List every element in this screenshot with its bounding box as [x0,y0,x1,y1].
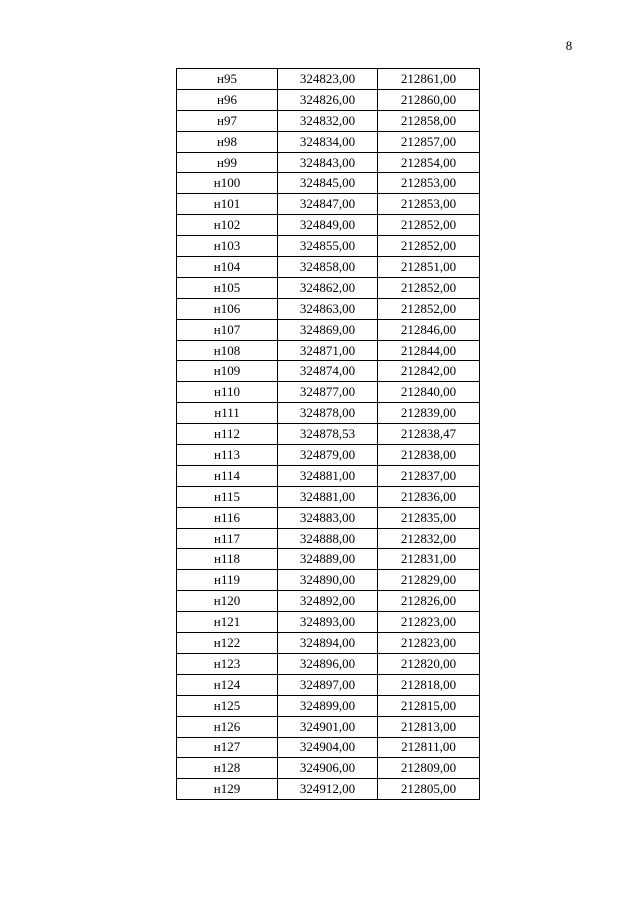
x-coordinate-cell: 324901,00 [278,716,378,737]
x-coordinate-cell: 324912,00 [278,779,378,800]
y-coordinate-cell: 212837,00 [378,465,480,486]
point-id-cell: н97 [177,110,278,131]
point-id-cell: н111 [177,403,278,424]
x-coordinate-cell: 324888,00 [278,528,378,549]
y-coordinate-cell: 212820,00 [378,653,480,674]
x-coordinate-cell: 324879,00 [278,445,378,466]
y-coordinate-cell: 212826,00 [378,591,480,612]
table-row [177,257,480,278]
y-coordinate-cell: 212852,00 [378,298,480,319]
table-row [177,465,480,486]
x-coordinate-cell: 324826,00 [278,89,378,110]
x-coordinate-cell: 324893,00 [278,612,378,633]
coordinates-table [176,68,480,800]
point-id-cell: н110 [177,382,278,403]
x-coordinate-cell: 324874,00 [278,361,378,382]
x-coordinate-cell: 324869,00 [278,319,378,340]
table-row [177,737,480,758]
table-row [177,89,480,110]
table-row [177,69,480,90]
table-row [177,591,480,612]
y-coordinate-cell: 212852,00 [378,236,480,257]
table-row [177,110,480,131]
x-coordinate-cell: 324894,00 [278,633,378,654]
y-coordinate-cell: 212854,00 [378,152,480,173]
x-coordinate-cell: 324896,00 [278,653,378,674]
y-coordinate-cell: 212839,00 [378,403,480,424]
point-id-cell: н129 [177,779,278,800]
point-id-cell: н126 [177,716,278,737]
point-id-cell: н117 [177,528,278,549]
point-id-cell: н98 [177,131,278,152]
y-coordinate-cell: 212813,00 [378,716,480,737]
table-row [177,361,480,382]
x-coordinate-cell: 324892,00 [278,591,378,612]
point-id-cell: н119 [177,570,278,591]
y-coordinate-cell: 212832,00 [378,528,480,549]
y-coordinate-cell: 212857,00 [378,131,480,152]
point-id-cell: н107 [177,319,278,340]
table-row [177,674,480,695]
table-row [177,758,480,779]
x-coordinate-cell: 324881,00 [278,465,378,486]
y-coordinate-cell: 212853,00 [378,173,480,194]
coordinates-table-body [177,69,480,800]
x-coordinate-cell: 324847,00 [278,194,378,215]
point-id-cell: н125 [177,695,278,716]
table-row [177,236,480,257]
table-row [177,507,480,528]
x-coordinate-cell: 324906,00 [278,758,378,779]
table-row [177,779,480,800]
y-coordinate-cell: 212844,00 [378,340,480,361]
y-coordinate-cell: 212838,47 [378,424,480,445]
x-coordinate-cell: 324823,00 [278,69,378,90]
table-row [177,633,480,654]
table-row [177,486,480,507]
y-coordinate-cell: 212835,00 [378,507,480,528]
table-row [177,319,480,340]
x-coordinate-cell: 324855,00 [278,236,378,257]
point-id-cell: н108 [177,340,278,361]
table-row [177,570,480,591]
y-coordinate-cell: 212842,00 [378,361,480,382]
point-id-cell: н96 [177,89,278,110]
point-id-cell: н113 [177,445,278,466]
y-coordinate-cell: 212846,00 [378,319,480,340]
y-coordinate-cell: 212829,00 [378,570,480,591]
table-row [177,403,480,424]
table-row [177,549,480,570]
page-number: 8 [565,38,573,53]
point-id-cell: н121 [177,612,278,633]
x-coordinate-cell: 324863,00 [278,298,378,319]
y-coordinate-cell: 212851,00 [378,257,480,278]
x-coordinate-cell: 324843,00 [278,152,378,173]
table-row [177,382,480,403]
table-row [177,298,480,319]
table-row [177,653,480,674]
x-coordinate-cell: 324871,00 [278,340,378,361]
x-coordinate-cell: 324904,00 [278,737,378,758]
point-id-cell: н109 [177,361,278,382]
y-coordinate-cell: 212861,00 [378,69,480,90]
y-coordinate-cell: 212852,00 [378,215,480,236]
y-coordinate-cell: 212852,00 [378,277,480,298]
table-row [177,215,480,236]
y-coordinate-cell: 212805,00 [378,779,480,800]
point-id-cell: н118 [177,549,278,570]
y-coordinate-cell: 212838,00 [378,445,480,466]
table-row [177,194,480,215]
x-coordinate-cell: 324849,00 [278,215,378,236]
point-id-cell: н128 [177,758,278,779]
table-row [177,528,480,549]
point-id-cell: н102 [177,215,278,236]
x-coordinate-cell: 324890,00 [278,570,378,591]
table-row [177,424,480,445]
point-id-cell: н114 [177,465,278,486]
table-row [177,716,480,737]
point-id-cell: н123 [177,653,278,674]
table-row [177,152,480,173]
x-coordinate-cell: 324899,00 [278,695,378,716]
y-coordinate-cell: 212853,00 [378,194,480,215]
point-id-cell: н116 [177,507,278,528]
y-coordinate-cell: 212831,00 [378,549,480,570]
x-coordinate-cell: 324897,00 [278,674,378,695]
x-coordinate-cell: 324834,00 [278,131,378,152]
point-id-cell: н124 [177,674,278,695]
x-coordinate-cell: 324881,00 [278,486,378,507]
y-coordinate-cell: 212836,00 [378,486,480,507]
x-coordinate-cell: 324845,00 [278,173,378,194]
x-coordinate-cell: 324832,00 [278,110,378,131]
table-row [177,277,480,298]
y-coordinate-cell: 212809,00 [378,758,480,779]
x-coordinate-cell: 324889,00 [278,549,378,570]
point-id-cell: н95 [177,69,278,90]
y-coordinate-cell: 212858,00 [378,110,480,131]
x-coordinate-cell: 324862,00 [278,277,378,298]
point-id-cell: н104 [177,257,278,278]
table-row [177,173,480,194]
table-row [177,131,480,152]
table-row [177,612,480,633]
table-row [177,340,480,361]
point-id-cell: н101 [177,194,278,215]
y-coordinate-cell: 212860,00 [378,89,480,110]
x-coordinate-cell: 324883,00 [278,507,378,528]
x-coordinate-cell: 324858,00 [278,257,378,278]
y-coordinate-cell: 212815,00 [378,695,480,716]
point-id-cell: н100 [177,173,278,194]
x-coordinate-cell: 324878,53 [278,424,378,445]
y-coordinate-cell: 212811,00 [378,737,480,758]
point-id-cell: н122 [177,633,278,654]
y-coordinate-cell: 212840,00 [378,382,480,403]
point-id-cell: н106 [177,298,278,319]
x-coordinate-cell: 324878,00 [278,403,378,424]
y-coordinate-cell: 212823,00 [378,633,480,654]
point-id-cell: н103 [177,236,278,257]
point-id-cell: н105 [177,277,278,298]
y-coordinate-cell: 212823,00 [378,612,480,633]
table-row [177,695,480,716]
point-id-cell: н115 [177,486,278,507]
table-row [177,445,480,466]
point-id-cell: н127 [177,737,278,758]
point-id-cell: н120 [177,591,278,612]
point-id-cell: н99 [177,152,278,173]
point-id-cell: н112 [177,424,278,445]
x-coordinate-cell: 324877,00 [278,382,378,403]
y-coordinate-cell: 212818,00 [378,674,480,695]
